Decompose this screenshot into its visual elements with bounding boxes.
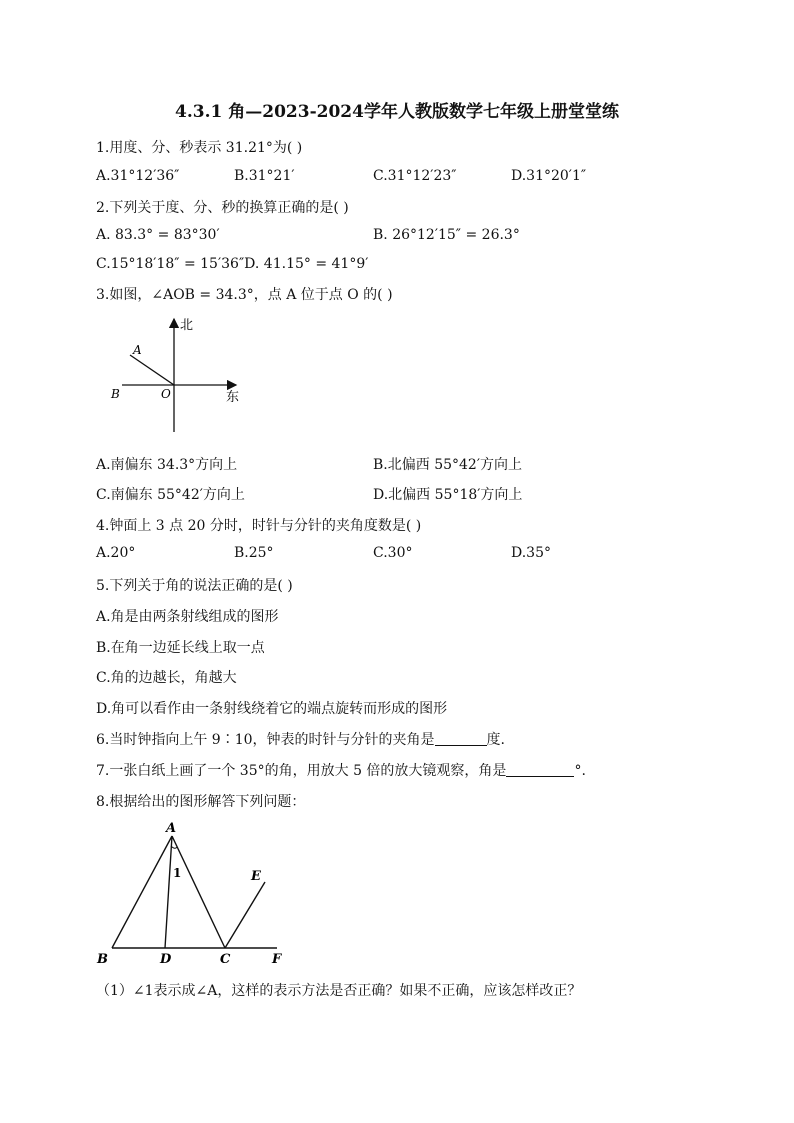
question-4-option-c: C.30°: [373, 545, 413, 561]
question-5-option-b: B.在角一边延长线上取一点: [96, 640, 265, 656]
question-7: [96, 760, 586, 780]
label-e: E: [251, 869, 261, 884]
question-3-option-d: D.北偏西 55°18′方向上: [373, 487, 523, 503]
question-4-stem: 4.钟面上 3 点 20 分时，时针与分针的夹角度数是( ): [96, 518, 422, 534]
question-8-stem: 8.根据给出的图形解答下列问题：: [96, 794, 306, 810]
question-7-unit: °.: [574, 763, 586, 779]
question-4-option-b: B.25°: [234, 545, 274, 561]
question-6-unit: 度.: [486, 732, 505, 748]
question-5-option-d: D.角可以看作由一条射线绕着它的端点旋转而形成的图形: [96, 701, 448, 717]
question-1-stem: 1.用度、分、秒表示 31.21°为( ): [96, 140, 303, 156]
page-title: 4.3.1 角—2023-2024学年人教版数学七年级上册堂堂练: [175, 102, 619, 122]
label-a: A: [133, 343, 142, 357]
label-d: D: [160, 952, 172, 967]
question-5-stem: 5.下列关于角的说法正确的是( ): [96, 578, 293, 594]
question-4-option-a: A.20°: [96, 545, 136, 561]
question-4-option-d: D.35°: [511, 545, 551, 561]
question-2-option-a: A. 83.3° = 83°30′: [96, 227, 220, 243]
question-8-part-1: （1）∠1表示成∠A，这样的表示方法是否正确？如果不正确，应该怎样改正？: [96, 983, 582, 999]
question-5-option-c: C.角的边越长，角越大: [96, 670, 237, 686]
ray-oa: [130, 355, 174, 385]
question-1-option-d: D.31°20′1″: [511, 168, 587, 184]
segment-ac: [172, 836, 225, 948]
question-3-option-b: B.北偏西 55°42′方向上: [373, 457, 522, 473]
question-1-option-b: B.31°21′: [234, 168, 295, 184]
segment-ce: [225, 882, 265, 948]
question-3-stem: 3.如图，∠AOB = 34.3°，点 A 位于点 O 的( ): [96, 287, 393, 303]
question-6: [96, 729, 505, 749]
question-1-option-a: A.31°12′36″: [96, 168, 180, 184]
label-a: A: [166, 821, 177, 836]
label-c: C: [220, 952, 231, 967]
triangle-diagram: [92, 816, 302, 971]
question-6-text: 6.当时钟指向上午 9∶10，钟表的时针与分针的夹角是: [96, 732, 435, 748]
question-2-option-cd: C.15°18′18″ = 15′36″D. 41.15° = 41°9′: [96, 256, 369, 272]
label-b: B: [111, 387, 120, 401]
question-1-option-c: C.31°12′23″: [373, 168, 457, 184]
question-7-answer-blank[interactable]: [506, 762, 574, 777]
compass-diagram: [100, 312, 260, 437]
label-f: F: [272, 952, 282, 967]
label-o: O: [161, 387, 171, 401]
question-2-option-b: B. 26°12′15″ = 26.3°: [373, 227, 520, 243]
label-east: 东: [226, 390, 240, 405]
question-3-option-a: A.南偏东 34.3°方向上: [96, 457, 238, 473]
segment-ab: [112, 836, 172, 948]
label-angle-1: 1: [173, 866, 182, 880]
label-b: B: [97, 952, 108, 967]
question-7-text: 7.一张白纸上画了一个 35°的角，用放大 5 倍的放大镜观察，角是: [96, 763, 507, 779]
question-5-option-a: A.角是由两条射线组成的图形: [96, 609, 279, 625]
label-north: 北: [180, 318, 194, 333]
segment-ad: [165, 836, 172, 948]
question-6-answer-blank[interactable]: [435, 731, 487, 746]
question-3-option-c: C.南偏东 55°42′方向上: [96, 487, 245, 503]
question-2-stem: 2.下列关于度、分、秒的换算正确的是( ): [96, 200, 349, 216]
